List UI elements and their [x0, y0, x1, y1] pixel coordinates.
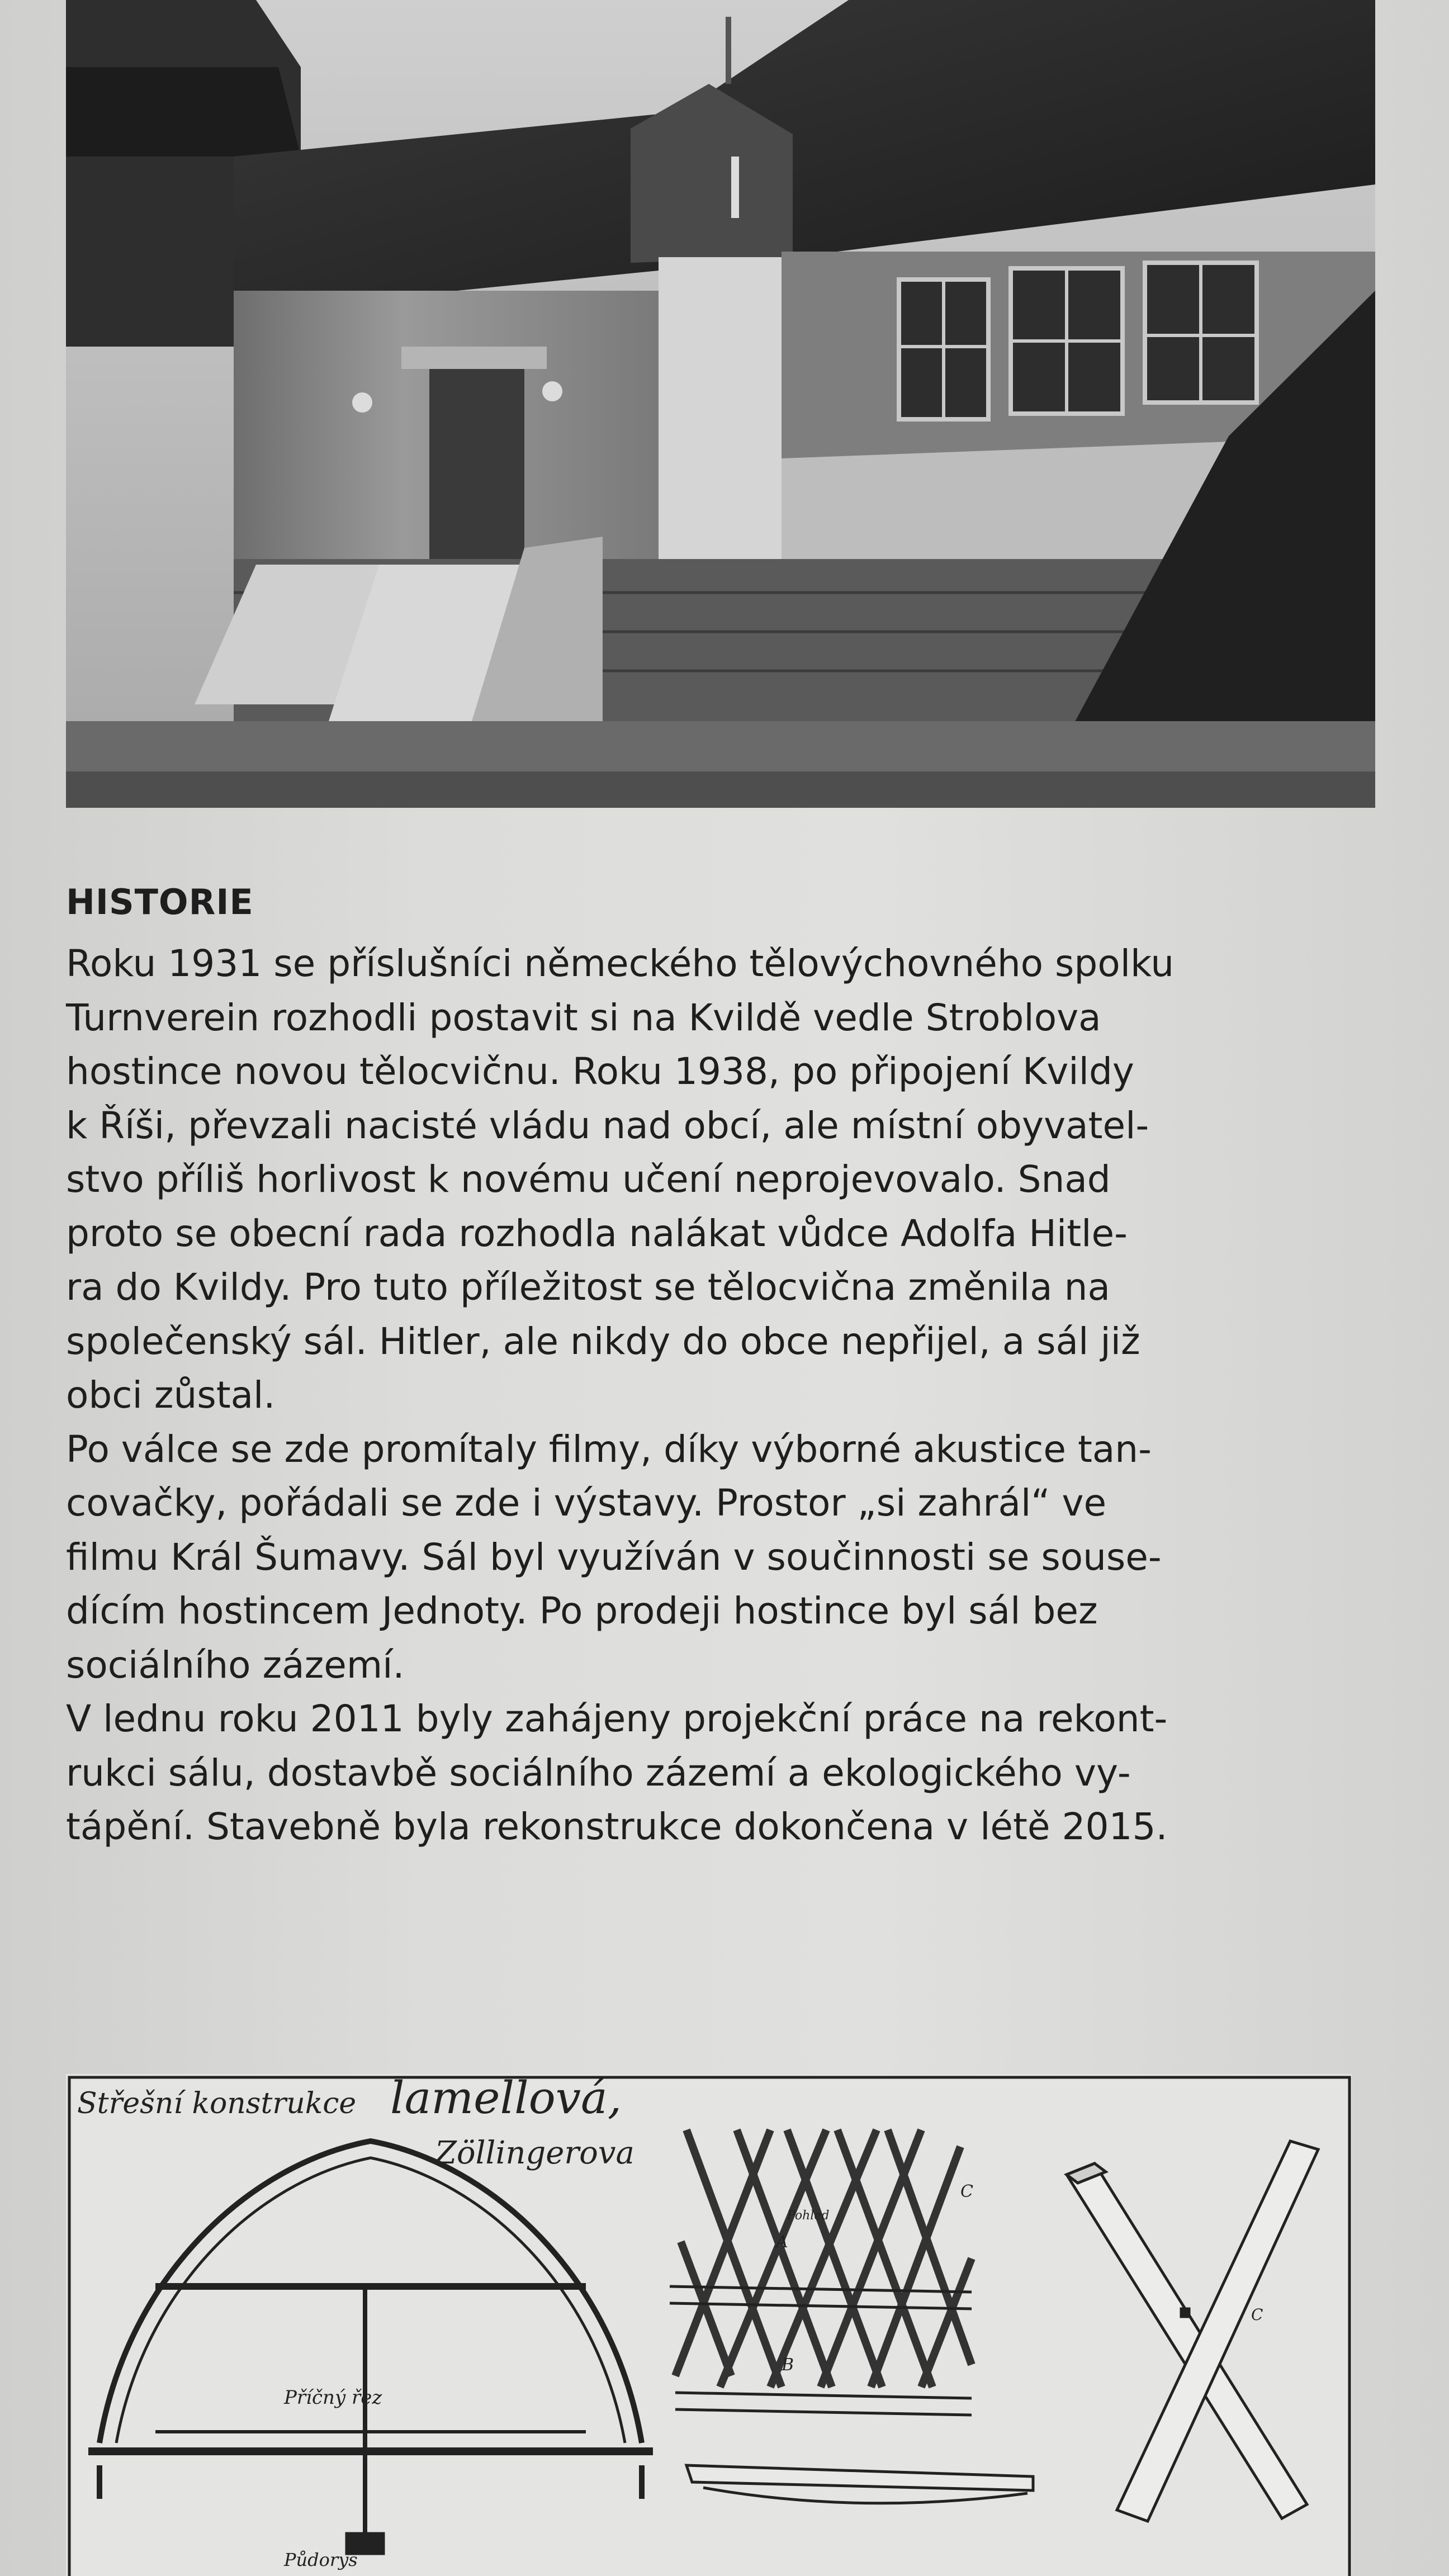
label-c-joint: C	[1251, 2305, 1263, 2324]
paragraph-line: covačky, pořádali se zde i výstavy. Prostor „si zahrál“ ve	[66, 1481, 1107, 1524]
paragraph-line: rukci sálu, dostavbě sociálního zázemí a ekologického vy-	[66, 1751, 1131, 1794]
paragraph-line: proto se obecní rada rozhodla nalákat vůdce Adolfa Hitle-	[66, 1211, 1128, 1255]
paragraph-line: Po válce se zde promítaly filmy, díky výborné akustice tan-	[66, 1427, 1152, 1471]
section-heading: HISTORIE	[66, 882, 254, 922]
paragraph-3	[66, 1692, 1374, 1854]
paragraph-line: tápění. Stavebně byla rekonstrukce dokončena v létě 2015.	[66, 1805, 1168, 1848]
crossed-boards-joint	[1067, 2141, 1318, 2521]
paragraph-line: dícím hostincem Jednoty. Po prodeji hostince byl sál bez	[66, 1589, 1098, 1632]
cross-section-arch	[88, 2141, 653, 2555]
paragraph-line: V lednu roku 2011 byly zahájeny projekční práce na rekont-	[66, 1697, 1168, 1740]
roof-construction-drawing	[66, 2074, 1352, 2576]
label-plan: Půdorys	[284, 2549, 358, 2570]
paragraph-line: ra do Kvildy. Pro tuto příležitost se tělocvična změnila na	[66, 1266, 1110, 1309]
label-b: B	[782, 2355, 794, 2375]
label-cross-section: Příčný řez	[284, 2386, 382, 2409]
paragraph-line: obci zůstal.	[66, 1374, 276, 1417]
label-c: C	[960, 2182, 973, 2201]
paragraph-2	[66, 1423, 1374, 1693]
diagram-title-prefix: Střešní konstrukce	[77, 2087, 357, 2120]
historic-photo-gymnasium	[66, 0, 1375, 808]
paragraph-line: hostince novou tělocvičnu. Roku 1938, po připojení Kvildy	[66, 1050, 1134, 1093]
paragraph-line: filmu Král Šumavy. Sál byl využíván v součinnosti se souse-	[66, 1535, 1162, 1579]
label-view: Pohled	[787, 2209, 830, 2223]
lamella-board	[686, 2465, 1033, 2503]
building-photo-illustration	[66, 0, 1375, 808]
history-text-block	[66, 878, 1374, 1854]
paragraph-line: Roku 1931 se příslušníci německého tělovýchovného spolku	[66, 942, 1175, 985]
technical-sketch	[66, 2074, 1352, 2576]
lamella-lattice	[675, 2130, 972, 2387]
label-a: A	[776, 2232, 788, 2252]
paragraph-line: stvo příliš horlivost k novému učení neprojevovalo. Snad	[66, 1158, 1111, 1201]
paragraph-line: Turnverein rozhodli postavit si na Kvildě vedle Stroblova	[66, 996, 1101, 1039]
diagram-title-sub: Zöllingerova	[435, 2135, 634, 2171]
diagram-title-main: lamellová,	[390, 2074, 622, 2124]
paragraph-1	[66, 937, 1374, 1423]
paragraph-line: k Říši, převzali nacisté vládu nad obcí, ale místní obyvatel-	[66, 1104, 1149, 1147]
paragraph-line: společenský sál. Hitler, ale nikdy do obce nepřijel, a sál již	[66, 1319, 1140, 1363]
paragraph-line: sociálního zázemí.	[66, 1643, 405, 1687]
